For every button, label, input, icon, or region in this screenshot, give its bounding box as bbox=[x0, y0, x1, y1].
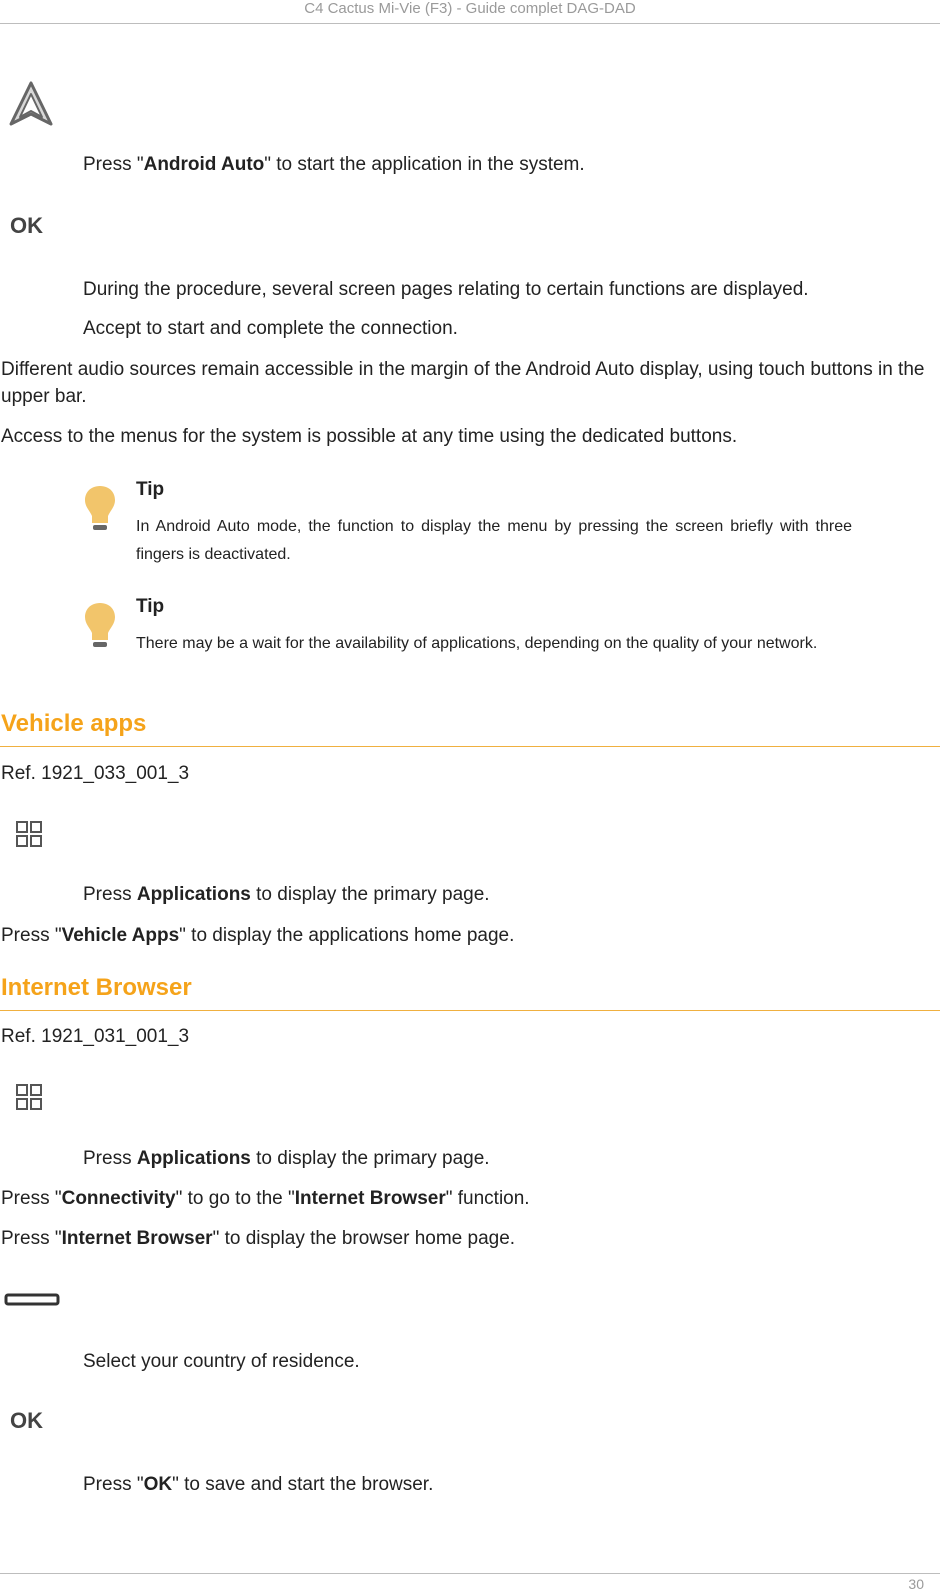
header-title: C4 Cactus Mi-Vie (F3) - Guide complet DAG-DAD bbox=[304, 0, 636, 17]
text: Press " bbox=[1, 925, 62, 946]
text: Press " bbox=[83, 1474, 144, 1495]
android-auto-icon bbox=[8, 80, 54, 133]
android-step-2: During the procedure, several screen pages relating to certain functions are displayed. bbox=[83, 279, 809, 300]
text: " to start the application in the system. bbox=[264, 154, 585, 175]
page-number: 30 bbox=[908, 1576, 924, 1592]
vehicle-apps-step-2 bbox=[1, 922, 514, 949]
text: Press " bbox=[1, 1188, 62, 1209]
text: Press bbox=[83, 884, 137, 905]
browser-step-4: Select your country of residence. bbox=[83, 1351, 360, 1372]
text: to display the primary page. bbox=[250, 884, 490, 905]
bold-text: Internet Browser bbox=[61, 1228, 213, 1249]
lightbulb-icon bbox=[83, 600, 117, 657]
section-divider bbox=[0, 746, 940, 747]
lightbulb-icon bbox=[83, 483, 117, 540]
browser-step-3 bbox=[1, 1225, 515, 1252]
text: " to save and start the browser. bbox=[172, 1474, 434, 1495]
browser-step-1 bbox=[83, 1145, 490, 1172]
page-footer bbox=[0, 1573, 940, 1594]
vehicle-apps-step-1 bbox=[83, 881, 490, 908]
bold-text: OK bbox=[143, 1474, 173, 1495]
applications-grid-icon bbox=[15, 820, 43, 853]
bold-text: Applications bbox=[136, 1148, 251, 1169]
tip-1-text: In Android Auto mode, the function to display the menu by pressing the screen briefly with three fingers is deactivated. bbox=[136, 518, 852, 563]
section-title-vehicle-apps: Vehicle apps bbox=[1, 710, 147, 737]
applications-grid-icon bbox=[15, 1083, 43, 1116]
android-paragraph-2: Access to the menus for the system is possible at any time using the dedicated buttons. bbox=[1, 426, 738, 447]
reference-code: Ref. 1921_031_001_3 bbox=[1, 1026, 190, 1047]
text: Press " bbox=[83, 154, 144, 175]
text: " to display the browser home page. bbox=[212, 1228, 516, 1249]
text: " to display the applications home page. bbox=[179, 925, 515, 946]
bold-text: Android Auto bbox=[143, 154, 265, 175]
text: " to go to the " bbox=[175, 1188, 295, 1209]
android-step-1 bbox=[83, 151, 585, 178]
text: Press bbox=[83, 1148, 137, 1169]
bold-text: Applications bbox=[136, 884, 251, 905]
tip-2-text: There may be a wait for the availability of applications, depending on the quality of your network. bbox=[136, 635, 818, 652]
text: " function. bbox=[445, 1188, 530, 1209]
android-paragraph-1: Different audio sources remain accessible in the margin of the Android Auto display, using touch buttons in the upper bar. bbox=[1, 359, 925, 407]
tip-2-title: Tip bbox=[136, 596, 165, 617]
page-header bbox=[0, 0, 940, 24]
text: Press " bbox=[1, 1228, 62, 1249]
horizontal-bar-icon bbox=[4, 1292, 60, 1313]
bold-text: Internet Browser bbox=[294, 1188, 446, 1209]
text: to display the primary page. bbox=[250, 1148, 490, 1169]
android-step-3: Accept to start and complete the connection. bbox=[83, 318, 458, 339]
reference-code: Ref. 1921_033_001_3 bbox=[1, 763, 190, 784]
tip-1-title: Tip bbox=[136, 479, 165, 500]
bold-text: Vehicle Apps bbox=[61, 925, 180, 946]
ok-icon: OK bbox=[10, 213, 43, 238]
browser-step-5 bbox=[83, 1471, 433, 1498]
section-title-internet-browser: Internet Browser bbox=[1, 974, 192, 1001]
bold-text: Connectivity bbox=[61, 1188, 176, 1209]
ok-icon: OK bbox=[10, 1408, 43, 1433]
section-divider bbox=[0, 1010, 940, 1011]
browser-step-2 bbox=[1, 1185, 530, 1212]
